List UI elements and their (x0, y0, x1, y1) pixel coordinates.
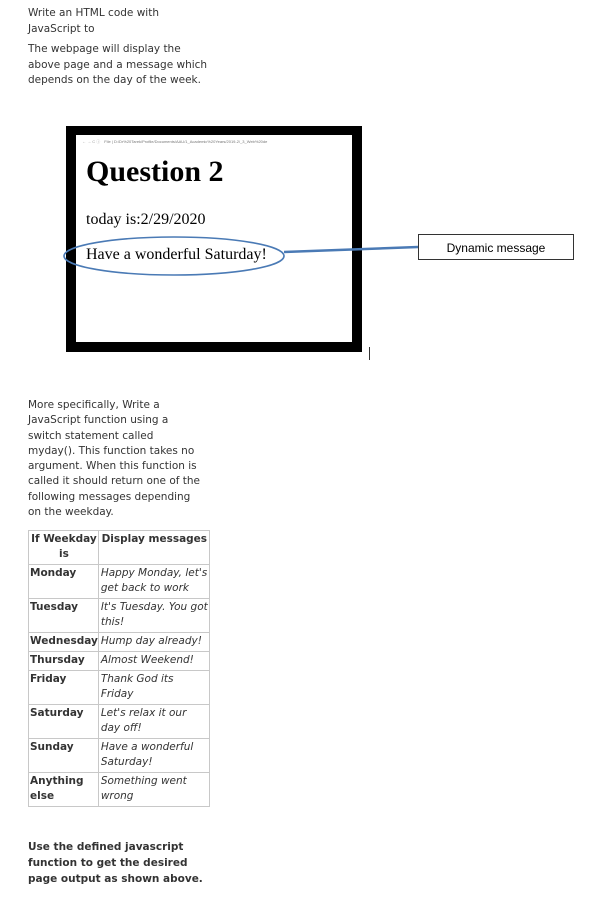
row-message: Almost Weekend! (98, 652, 209, 671)
callout-line (284, 247, 418, 252)
table-header-row (29, 531, 210, 565)
table-row (29, 565, 210, 599)
weekday-table (28, 530, 210, 807)
table-row (29, 739, 210, 773)
table-row (29, 599, 210, 633)
row-day: Thursday (29, 652, 99, 671)
today-line: today is:2/29/2020 (86, 211, 206, 228)
row-message: Happy Monday, let's get back to work (98, 565, 209, 599)
table-row (29, 705, 210, 739)
table-row (29, 652, 210, 671)
header-messages: Display messages (98, 531, 209, 565)
address-text: File | D:/Dr%20Tarek/Profile/Documents/AAU/1_Academic%20Years/2019-2/_3_Web%20de (104, 139, 268, 144)
footer-instruction: Use the defined javascript function to get the desired page output as shown above. (28, 841, 203, 885)
row-message: Thank God its Friday (98, 671, 209, 705)
row-day: Tuesday (29, 599, 99, 633)
row-message: Have a wonderful Saturday! (98, 739, 209, 773)
row-day: Wednesday (29, 633, 99, 652)
row-day: Saturday (29, 705, 99, 739)
header-weekday: If Weekday is (29, 531, 99, 565)
row-message: It's Tuesday. You got this! (98, 599, 209, 633)
intro-line-1: Write an HTML code with JavaScript to (28, 7, 159, 35)
row-message: Hump day already! (98, 633, 209, 652)
row-day: Anything else (29, 773, 99, 807)
table-row (29, 773, 210, 807)
page-heading: Question 2 (86, 155, 224, 188)
row-day: Friday (29, 671, 99, 705)
highlight-ellipse (64, 237, 284, 275)
intro-line-2: The webpage will display the above page and a message which depends on the day of the week. (28, 43, 208, 86)
table-row (29, 671, 210, 705)
spec-text: More specifically, Write a JavaScript function using a switch statement called myday(). This function takes no argument. When this function is called it should return one of the following messages depending on the weekday. (28, 399, 201, 519)
row-message: Something went wrong (98, 773, 209, 807)
table-row (29, 633, 210, 652)
row-day: Monday (29, 565, 99, 599)
row-message: Let's relax it our day off! (98, 705, 209, 739)
nav-icons: ← → C ⓘ (82, 139, 101, 144)
row-day: Sunday (29, 739, 99, 773)
dynamic-message-callout: Dynamic message (418, 234, 574, 260)
dynamic-message: Have a wonderful Saturday! (86, 246, 267, 263)
